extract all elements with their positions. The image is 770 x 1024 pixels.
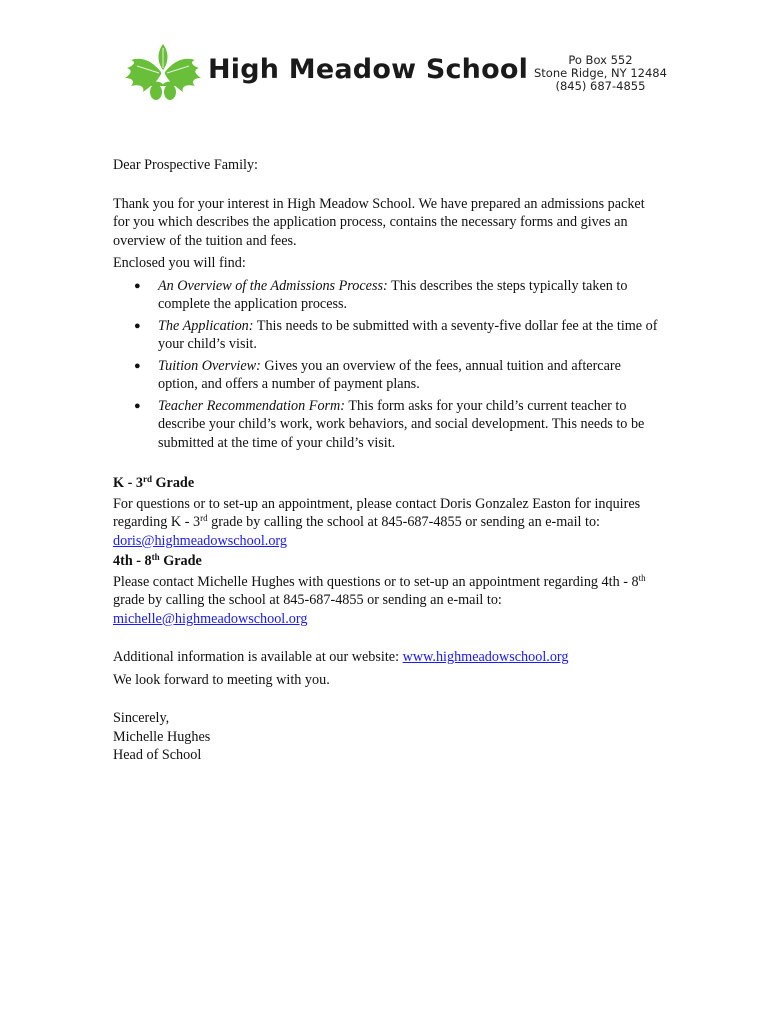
website-link[interactable]: www.highmeadowschool.org: [402, 649, 569, 665]
k3-email-line: [113, 532, 663, 551]
enclosure-text: This form asks for your child’s current teacher to describe your child’s work, work behaviors, and social development. This needs to be submitted at the time of your child’s visit.: [158, 397, 645, 451]
paragraph-text: For questions or to set-up an appointment, please contact Doris Gonzalez Easton for inquires regarding K - 3: [113, 495, 641, 530]
oak-leaves-logo-icon: [123, 42, 203, 106]
address-line-1: Po Box 552: [568, 53, 633, 67]
paragraph-text: Please contact Michelle Hughes with questions or to set-up an appointment regarding 4th - 8: [113, 573, 639, 590]
list-item: [113, 317, 663, 354]
letter-body: [113, 156, 663, 765]
heading-text: Grade: [151, 475, 195, 491]
enclosure-title: The Application:: [158, 317, 254, 334]
phone-number: (845) 687-4855: [555, 79, 646, 93]
k3-grade-heading: [113, 474, 663, 493]
michelle-email-link[interactable]: michelle@highmeadowschool.org: [113, 610, 308, 627]
enclosure-text: This describes the steps typically taken to complete the application process.: [158, 277, 628, 312]
bullet-icon: ●: [134, 279, 141, 292]
school-contact-block: [534, 54, 667, 93]
list-item: [113, 357, 663, 394]
signer-name: Michelle Hughes: [113, 728, 211, 745]
g48-grade-heading: [113, 552, 663, 571]
bullet-icon: ●: [134, 359, 141, 372]
school-name: High Meadow School: [208, 54, 529, 85]
salutation: Dear Prospective Family:: [113, 157, 258, 173]
valediction: Sincerely,: [113, 710, 170, 726]
bullet-icon: ●: [134, 399, 141, 412]
heading-text: Grade: [159, 553, 202, 569]
intro-paragraph: Thank you for your interest in High Meadow School. We have prepared an admissions packet for you which describes the application process, contains the necessary forms and gives an overview of the tuition and fees.: [113, 195, 645, 249]
closing-line: We look forward to meeting with you.: [113, 671, 330, 688]
website-line: [113, 648, 663, 667]
enclosure-title: An Overview of the Admissions Process:: [158, 277, 388, 294]
enclosure-text: Gives you an overview of the fees, annual tuition and aftercare option, and offers a number of payment plans.: [158, 357, 621, 392]
enclosures-list: [113, 277, 663, 453]
website-text: Additional information is available at our website:: [113, 649, 403, 665]
letterhead: [118, 38, 678, 114]
paragraph-text: grade by calling the school at 845-687-4855 or sending an e-mail to:: [207, 514, 600, 530]
list-item: [113, 397, 663, 453]
enclosure-text: This needs to be submitted with a seventy-five dollar fee at the time of your child’s visit.: [158, 317, 658, 352]
ordinal-suffix: th: [151, 552, 160, 562]
heading-text: 4th - 8: [113, 553, 152, 569]
ordinal-suffix: rd: [142, 474, 152, 484]
signer-title: Head of School: [113, 747, 202, 763]
enclosed-heading: Enclosed you will find:: [113, 255, 246, 271]
list-item: [113, 277, 663, 314]
heading-text: K - 3: [113, 475, 143, 491]
k3-paragraph: [113, 495, 663, 532]
enclosure-title: Teacher Recommendation Form:: [158, 397, 346, 414]
paragraph-text: grade by calling the school at 845-687-4855 or sending an e-mail to:: [113, 592, 502, 608]
g48-paragraph: [113, 573, 663, 610]
doris-email-link[interactable]: doris@highmeadowschool.org: [113, 532, 287, 549]
address-line-2: Stone Ridge, NY 12484: [534, 66, 667, 80]
enclosure-title: Tuition Overview:: [158, 357, 261, 374]
g48-email-line: [113, 610, 663, 629]
ordinal-suffix: rd: [200, 513, 208, 523]
ordinal-suffix: th: [638, 572, 646, 583]
bullet-icon: ●: [134, 319, 141, 332]
